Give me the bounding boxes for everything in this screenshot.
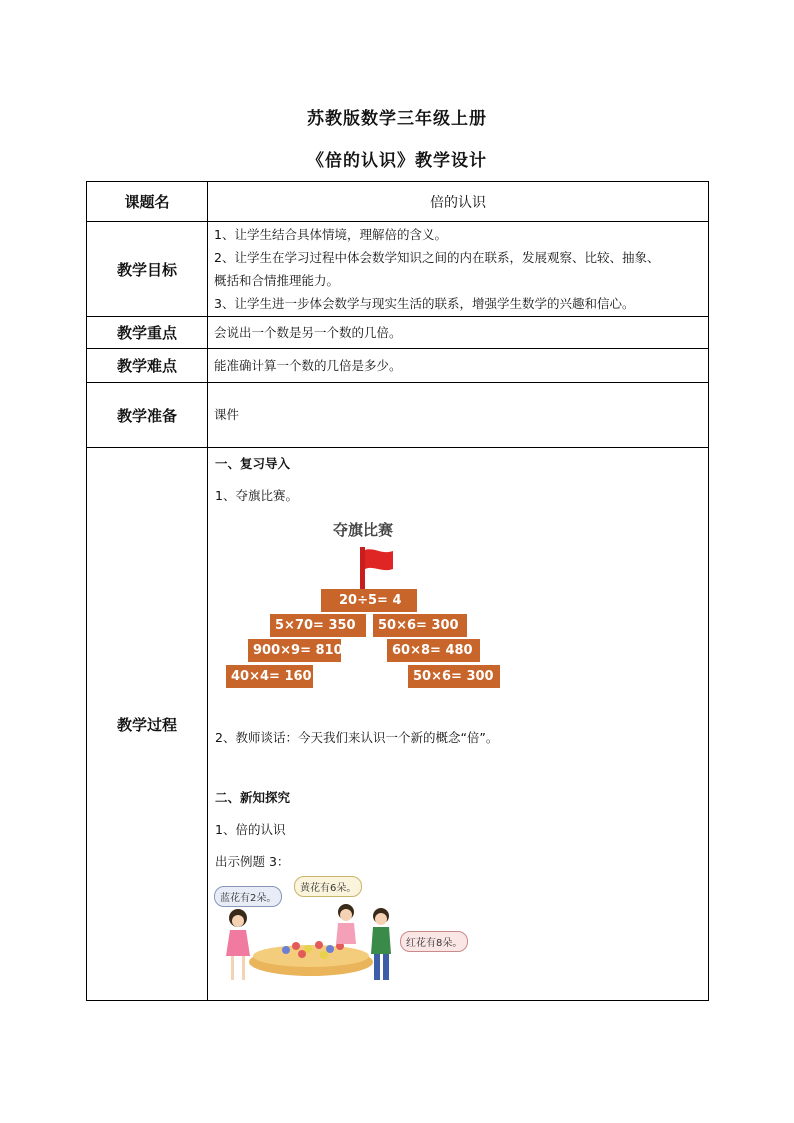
brick-3-question: 50×6= xyxy=(378,618,427,633)
goal-line-3: 概括和合情推理能力。 xyxy=(214,273,340,288)
brick-2-question: 5×70= xyxy=(275,618,324,633)
topic-label: 课题名 xyxy=(87,182,208,222)
brick-4-answer: 810 xyxy=(315,643,343,658)
row-topic xyxy=(87,182,709,222)
key-value: 会说出一个数是另一个数的几倍。 xyxy=(208,317,709,349)
row-difficulty xyxy=(87,349,709,383)
brick-6 xyxy=(226,665,313,688)
brick-5-answer: 480 xyxy=(445,643,473,658)
difficulty-label: 教学难点 xyxy=(87,349,208,383)
prep-value: 课件 xyxy=(208,383,709,448)
prep-label: 教学准备 xyxy=(87,383,208,448)
brick-1-answer: 4 xyxy=(392,593,402,608)
row-prep xyxy=(87,383,709,448)
section-review: 一、复习导入 xyxy=(215,456,291,471)
brick-5-question: 60×8= xyxy=(392,643,441,658)
brick-1-question: 20÷5= xyxy=(339,593,388,608)
brick-5 xyxy=(387,639,480,662)
topic-value: 倍的认识 xyxy=(208,182,709,222)
process-content xyxy=(208,448,708,1000)
row-key xyxy=(87,317,709,349)
brick-7-question: 50×6= xyxy=(413,669,462,684)
brick-3 xyxy=(373,614,467,637)
difficulty-value: 能准确计算一个数的几倍是多少。 xyxy=(208,349,709,383)
brick-6-question: 40×4= xyxy=(231,669,280,684)
brick-6-answer: 160 xyxy=(284,669,312,684)
goal-line-4: 3、让学生进一步体会数学与现实生活的联系，增强学生数学的兴趣和信心。 xyxy=(214,296,635,311)
process-label: 教学过程 xyxy=(87,448,208,1001)
goal-line-1: 1、让学生结合具体情境，理解倍的含义。 xyxy=(214,227,447,242)
row-process xyxy=(87,448,709,1001)
document-subtitle: 《倍的认识》教学设计 xyxy=(307,151,487,171)
goals-label: 教学目标 xyxy=(87,222,208,317)
brick-1 xyxy=(321,589,417,612)
children-basket-picture xyxy=(216,904,406,994)
key-label: 教学重点 xyxy=(87,317,208,349)
lesson-plan-table xyxy=(86,181,709,1001)
item-teacher-talk: 2、教师谈话：今天我们来认识一个新的概念“倍”。 xyxy=(215,730,499,745)
flag-icon xyxy=(358,547,398,591)
bubble-yellow-flowers: 黄花有6朵。 xyxy=(294,876,362,897)
item-flag-game: 1、夺旗比赛。 xyxy=(215,488,298,503)
goals-cell xyxy=(208,222,709,317)
bubble-blue-flowers: 蓝花有2朵。 xyxy=(214,886,282,907)
brick-4-question: 900×9= xyxy=(253,643,311,658)
brick-2 xyxy=(270,614,366,637)
bubble-red-flowers: 红花有8朵。 xyxy=(400,931,468,952)
example-illustration xyxy=(214,876,474,996)
row-goals xyxy=(87,222,709,317)
brick-3-answer: 300 xyxy=(431,618,459,633)
goal-line-2: 2、让学生在学习过程中体会数学知识之间的内在联系，发展观察、比较、抽象、 xyxy=(214,250,660,265)
brick-7-answer: 300 xyxy=(466,669,494,684)
section-new-knowledge: 二、新知探究 xyxy=(215,790,291,805)
item-times-concept: 1、倍的认识 xyxy=(215,822,286,837)
brick-4 xyxy=(248,639,341,662)
flag-game-figure xyxy=(218,513,518,703)
flag-game-title: 夺旗比赛 xyxy=(333,521,394,539)
item-example-3: 出示例题 3： xyxy=(215,854,290,869)
brick-2-answer: 350 xyxy=(328,618,356,633)
document-title: 苏教版数学三年级上册 xyxy=(307,109,487,129)
brick-7 xyxy=(408,665,500,688)
process-cell xyxy=(208,448,709,1001)
